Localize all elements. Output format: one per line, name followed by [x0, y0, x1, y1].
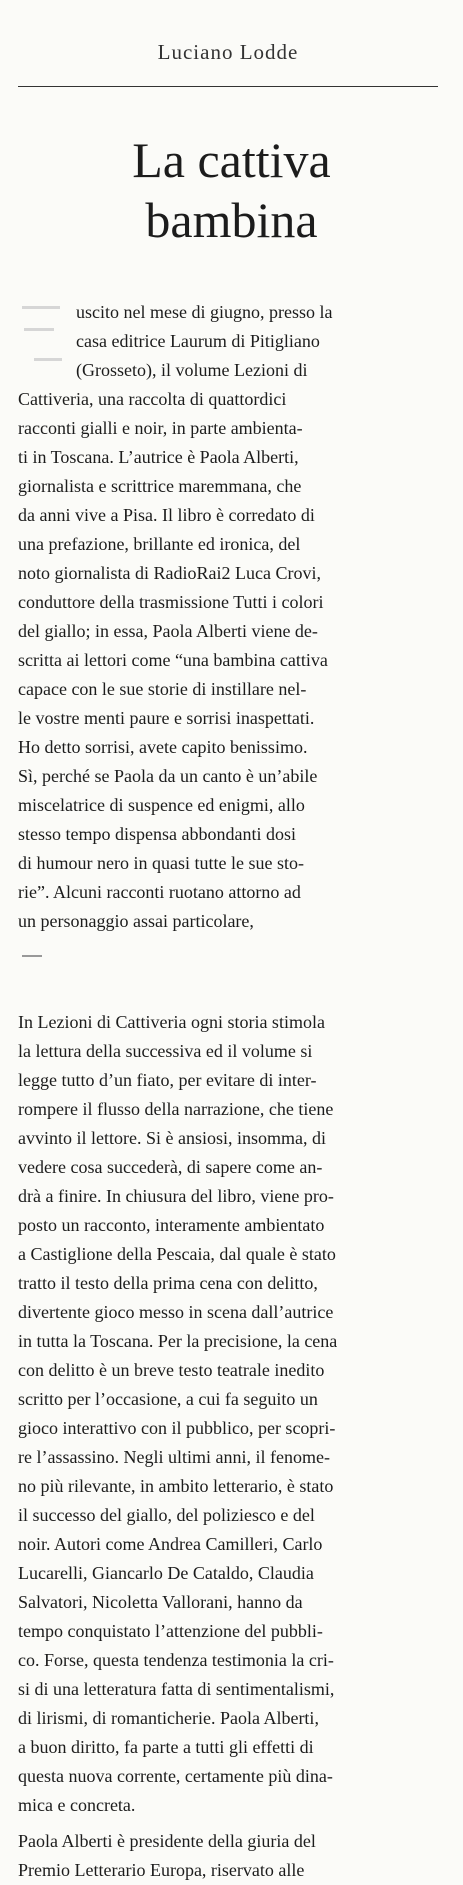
text-line: di lirismi, di romanticherie. Paola Alberti,: [18, 1708, 319, 1728]
text-line: legge tutto d’un fiato, per evitare di inter-: [18, 1070, 317, 1090]
text-line: Sì, perché se Paola da un canto è un’abile: [18, 766, 318, 786]
text-line: con delitto è un breve testo teatrale inedito: [18, 1360, 325, 1380]
faded-drop-cap: [20, 298, 78, 370]
text-line: rompere il flusso della narrazione, che tiene: [18, 1099, 334, 1119]
text-line: Premio Letterario Europa, riservato alle: [18, 1860, 305, 1880]
text-line: racconti gialli e noir, in parte ambienta-: [18, 418, 303, 438]
text-line: la lettura della successiva ed il volume si: [18, 1041, 313, 1061]
text-line: avvinto il lettore. Si è ansiosi, insomma, di: [18, 1128, 326, 1148]
text-line: no più rilevante, in ambito letterario, è stato: [18, 1476, 334, 1496]
text-line: capace con le sue storie di instillare nel-: [18, 679, 307, 699]
text-line: una prefazione, brillante ed ironica, del: [18, 534, 301, 554]
text-line: noir. Autori come Andrea Camilleri, Carlo: [18, 1534, 323, 1554]
text-line: re l’assassino. Negli ultimi anni, il fenome-: [18, 1447, 330, 1467]
text-line: co. Forse, questa tendenza testimonia la cri-: [18, 1650, 334, 1670]
text-line: Lucarelli, Giancarlo De Cataldo, Claudia: [18, 1563, 314, 1583]
text-line: Ho detto sorrisi, avete capito benissimo.: [18, 737, 308, 757]
text-line: a buon diritto, fa parte a tutti gli effetti di: [18, 1737, 314, 1757]
text-line: noto giornalista di RadioRai2 Luca Crovi,: [18, 563, 321, 583]
text-line: il successo del giallo, del poliziesco e del: [18, 1505, 315, 1525]
text-line: giornalista e scrittrice maremmana, che: [18, 476, 302, 496]
text-line: Paola Alberti è presidente della giuria del: [18, 1831, 316, 1851]
text-line: Cattiveria, una raccolta di quattordici: [18, 389, 287, 409]
text-line: scritto per l’occasione, a cui fa seguito un: [18, 1389, 318, 1409]
text-line: (Grosseto), il volume Lezioni di: [76, 360, 308, 380]
title-line-1: La cattiva: [132, 132, 331, 188]
text-line: rie”. Alcuni racconti ruotano attorno ad: [18, 882, 301, 902]
text-line: un personaggio assai particolare,: [18, 911, 254, 931]
article-title: [0, 130, 463, 250]
text-line: miscelatrice di suspence ed enigmi, allo: [18, 795, 305, 815]
text-line: in tutta la Toscana. Per la precisione, la cena: [18, 1331, 338, 1351]
text-line: del giallo; in essa, Paola Alberti viene de-: [18, 621, 318, 641]
text-line: le vostre menti paure e sorrisi inaspettati.: [18, 708, 315, 728]
text-line: Salvatori, Nicoletta Vallorani, hanno da: [18, 1592, 303, 1612]
text-line: da anni vive a Pisa. Il libro è corredato di: [18, 505, 315, 525]
text-line: questa nuova corrente, certamente più dina-: [18, 1766, 333, 1786]
text-line: ti in Toscana. L’autrice è Paola Alberti,: [18, 447, 299, 467]
text-line: scritta ai lettori come “una bambina cattiva: [18, 650, 328, 670]
text-line: uscito nel mese di giugno, presso la: [76, 302, 333, 322]
author-header: Luciano Lodde: [157, 40, 299, 64]
title-line-2: bambina: [145, 192, 318, 248]
text-line: di humour nero in quasi tutte le sue sto-: [18, 853, 304, 873]
text-line: conduttore della trasmissione Tutti i colori: [18, 592, 324, 612]
text-line: si di una letteratura fatta di sentimentalismi,: [18, 1679, 335, 1699]
text-line: In Lezioni di Cattiveria ogni storia stimola: [18, 1012, 325, 1032]
text-line: a Castiglione della Pescaia, dal quale è stato: [18, 1244, 336, 1264]
header-rule: [18, 86, 438, 87]
text-line: tratto il testo della prima cena con delitto,: [18, 1273, 318, 1293]
text-line: stesso tempo dispensa abbondanti dosi: [18, 824, 296, 844]
text-line: drà a finire. In chiusura del libro, viene pro-: [18, 1186, 334, 1206]
text-line: tempo conquistato l’attenzione del pubbli-: [18, 1621, 323, 1641]
text-line: casa editrice Laurum di Pitigliano: [76, 331, 320, 351]
text-line: posto un racconto, interamente ambientato: [18, 1215, 325, 1235]
text-line: vedere cosa succederà, di sapere come an-: [18, 1157, 323, 1177]
text-line: divertente gioco messo in scena dall’autrice: [18, 1302, 334, 1322]
text-line: mica e concreta.: [18, 1795, 136, 1815]
print-smudge: [22, 955, 42, 957]
text-line: gioco interattivo con il pubblico, per scopri-: [18, 1418, 336, 1438]
